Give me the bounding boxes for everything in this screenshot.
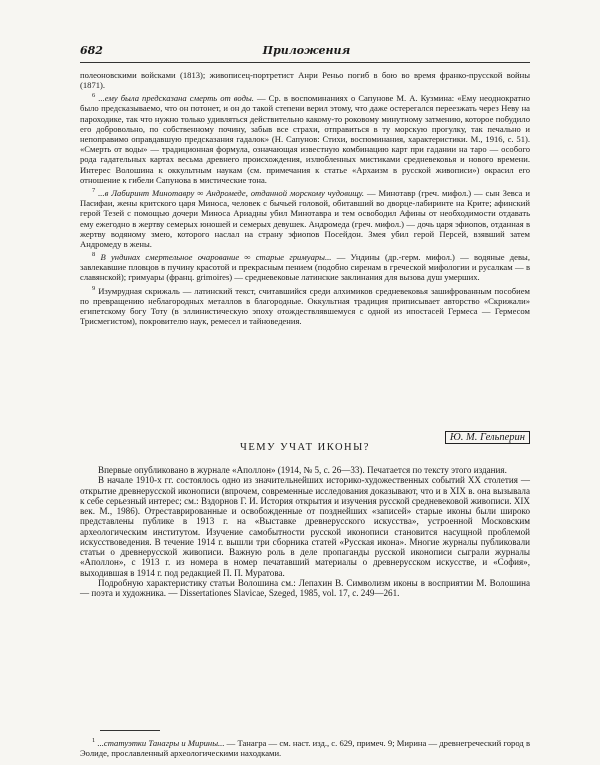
note-lemma: ...в Лабиринт Минотавру ∞ Андромеде, отданной морскому чудовищу. <box>98 187 365 198</box>
note-number: 1 <box>92 737 96 744</box>
note-1 <box>80 736 530 758</box>
note-number: 6 <box>92 92 96 100</box>
note-number: 8 <box>92 251 96 259</box>
running-header <box>80 44 530 57</box>
note-text: — Минотавр (греч. мифол.) — сын Зевса и Пасифаи, жены критского царя Миноса, человек с бычьей головой, обитавший во дворце-лабиринте на Крите; афинский герой Тезей с помощью дочери Миноса Ариадны убил Минотавра и тем освободил Афины от необходимости отдавать ему ежегодно в жертву семерых юношей и семерых девушек. Андромеда (греч. мифол.) — дочь царя эфиопов, отданная в жертву водяному змею, которого наслал на страну эфиопов Посейдон. Змея убил герой Персей, взявший затем Андромеду в жены. <box>80 187 531 249</box>
continuation-text: полеоновскими войсками (1813); живописец-портретист Анри Реньо погиб в бою во время франко-прусской войны (1871). <box>80 70 530 91</box>
body-paragraph: Впервые опубликовано в журнале «Аполлон» (1914, № 5, с. 26—33). Печатается по тексту этого издания. <box>98 465 507 475</box>
header-rule <box>80 62 530 63</box>
note-number: 9 <box>92 284 96 292</box>
bottom-footnote <box>80 736 530 759</box>
note-text: — Ср. в воспоминаниях о Сапунове М. А. Кузмина: «Ему неоднократно было предсказываемо, что он потонет, и он до такой степени верил этому, что даже остерегался переезжать через Неву на пароходике, так что нужно только удивляться действительно какому-то роковому минутному затмению, которое побудило его добровольно, по собственному почину, забыв все страхи, отправиться в ту морскую прогулку, так печально и непоправимо оправдавшую предсказания гадалок» (Н. Сапунов: Стихи, воспоминания, характеристики. М., 1916, с. 51). «Смерть от воды» — традиционная формула, означающая известную комбинацию карт при гадании на таро — особого рода гадательных картах весьма древнего происхождения, излюбленных мистиками средневековья и нового времени. Интерес Волошина к оккультным наукам (см. примечания к статье «Архаизм в русской живописи») окрасил его отношение к гибели Сапунова в мистические тона. <box>80 93 530 185</box>
note-lemma: ...ему была предсказана смерть от воды. <box>98 93 254 104</box>
note-text: — Ундины (др.-герм. мифол.) — водяные девы, завлекавшие пловцов в пучину красотой и прекрасным пением (подобно сиренам в греческой мифологии и русалкам — в славянской); гримуары (франц. grimoires) — средневековые латинские заклинания для вызова душ умерших. <box>80 252 530 283</box>
running-title: Приложения <box>262 44 351 57</box>
note-8 <box>80 250 530 282</box>
body-paragraph: В начале 1910-х гг. состоялось одно из значительнейших историко-художественных событий XX столетия — открытие древнерусской иконописи (впрочем, современные исследования доказывают, что и в XIX в. она вызывала к себе серьезный интерес; см.: Вздорнов Г. И. История открытия и изучения русской средневековой живописи. XIX век. М., 1986). Отреставрированные и освобожденные от позднейших «записей» старые иконы были широко представлены публике в 1913 г. на «Выставке древнерусского искусства», устроенной Московским археологическим институтом. Изучение самобытности русской иконописи становится насущной проблемой искусствоведения. В течение 1914 г. вышли три сборника статей «Русская икона». Многие журналы публиковали статьи о древнерусской живописи. Важную роль в деле пропаганды русской иконописи сыграли журналы «Аполлон», с 1913 г. из номера в номер печатавший материалы о древнерусском искусстве, и «София», выходившая в 1914 г. под редакцией П. П. Муратова. <box>80 475 530 578</box>
note-text: — Танагра — см. наст. изд., с. 629, примеч. 9; Мирина — древнегреческий город в Эолиде, прославленный археологическими находками. <box>80 737 530 759</box>
note-6 <box>80 91 530 185</box>
note-lemma: В ундинах смертельное очарование ∞ старые гримуары... <box>100 252 332 263</box>
footnote-rule <box>100 730 160 731</box>
note-number: 7 <box>92 187 96 195</box>
body-paragraph: Подробную характеристику статьи Волошина см.: Лепахин В. Символизм иконы в восприятии М. Волошина — поэта и художника. — Dissertationes Slavicae, Szeged, 1985, vol. 17, с. 249—261. <box>80 577 530 598</box>
section-title: ЧЕМУ УЧАТ ИКОНЫ? <box>240 442 370 453</box>
note-text: Изумрудная скрижаль — латинский текст, считавшийся среди алхимиков средневековья зашифрованным пособием по превращению неблагородных металлов в благородные. Оккультная традиция приписывает авторство «Скрижали» египетскому богу Тоту (в эллинистическую эпоху отождествлявшемуся с одной из ипостасей Гермеса — Гермесом Трисмегистом), покровителю наук, ремесел и тайноведения. <box>80 285 530 327</box>
note-7 <box>80 186 530 249</box>
note-lemma: ...статуэтки Танагры и Мирины... <box>97 737 225 748</box>
note-9 <box>80 284 530 327</box>
page-number: 682 <box>80 44 103 57</box>
body-text <box>80 465 530 598</box>
author-signature: Ю. М. Гельперин <box>445 431 530 444</box>
top-notes <box>80 70 530 327</box>
